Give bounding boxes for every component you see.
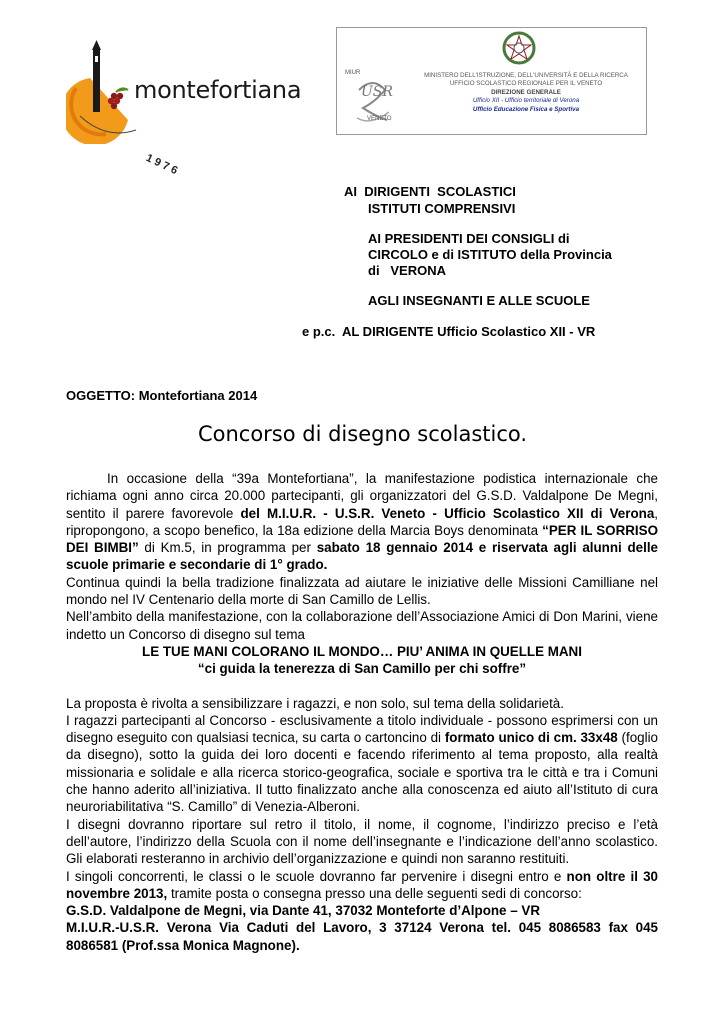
logo-wordmark: montefortiana xyxy=(134,76,302,104)
ministry-line: UFFICIO SCOLASTICO REGIONALE PER IL VENETO xyxy=(449,80,603,88)
text-run: I ragazzi partecipanti al Concorso - esclusivamente a titolo individuale - possono esprimersi con un disegno eseguito con qualsiasi tecnica, su carta o cartoncino di xyxy=(66,712,658,746)
usr-label: USR xyxy=(361,84,393,100)
text-run: di Km.5, in programma per xyxy=(138,540,317,556)
ministry-line: MINISTERO DELL'ISTRUZIONE, DELL'UNIVERSITÀ E DELLA RICERCA xyxy=(424,72,628,79)
miur-label: MIUR xyxy=(345,70,361,76)
ministry-text xyxy=(407,72,645,114)
theme-title: LE TUE MANI COLORANO IL MONDO… PIU’ ANIMA IN QUELLE MANI xyxy=(142,643,582,659)
recipient-line: AGLI INSEGNANTI E ALLE SCUOLE xyxy=(368,293,590,308)
text-run: In occasione della “39a Montefortiana”, la manifestazione podistica internazionale che richiama ogni anno circa 20.000 partecipanti, gli organizzatori del G.S.D. Valdalpone De Megni, sentito il parere favorevole xyxy=(66,471,658,521)
text-run: non oltre il 30 novembre 2013, xyxy=(66,868,658,901)
text-run: (foglio da disegno), sotto la guida dei loro docenti e facendo riferimento al tema proposto, alla realtà missionaria e solidale e alla ricerca storico-geografica, sociale e sportiva tra le città e tra i Comuni che hanno aderito all’iniziativa. Il tutto finalizzato anche alla conoscenza ed aiuto all’Istituto di cura neuroriabilitativa “S. Camillo” di Venezia-Alberoni. xyxy=(66,730,658,815)
paragraph: La proposta è rivolta a sensibilizzare i ragazzi, e non solo, sul tema della solidarietà. xyxy=(66,695,564,711)
paragraph: Nell’ambito della manifestazione, con la collaborazione dell’Associazione Amici di Don Marini, viene indetto un Concorso di disegno sul tema xyxy=(66,609,658,642)
text-run: , ripropongono, a scopo benefico, la 18a edizione della Marcia Boys denominata xyxy=(66,505,658,538)
theme-subtitle: “ci guida la tenerezza di San Camillo per chi soffre” xyxy=(197,661,527,677)
text-run: formato unico di cm. 33x48 xyxy=(444,730,618,746)
paragraph: I disegni dovranno riportare sul retro il titolo, il nome, il cognome, l’indirizzo preciso e l’età dell’autore, l’indirizzo della Scuola con il nome dell’insegnante e l’indicazione dell’anno scolastico. Gli elaborati resteranno in archivio dell’organizzazione e quindi non saranno restituiti. xyxy=(66,816,658,867)
ministry-header xyxy=(336,27,647,135)
text-run: G.S.D. Valdalpone de Megni, via Dante 41, 37032 Monteforte d’Alpone – VR xyxy=(66,903,540,919)
text-run: M.I.U.R.-U.S.R. Verona Via Caduti del Lavoro, 3 37124 Verona tel. 045 8086583 fax 045 8086581 (Prof.ssa Monica Magnone). xyxy=(66,920,658,953)
paragraph: Continua quindi la bella tradizione finalizzata ad aiutare le iniziative delle Missioni Camilliane nel mondo nel IV Centenario della morte di San Camillo de Lellis. xyxy=(66,574,658,608)
text-run: del M.I.U.R. - U.S.R. Veneto - Ufficio Scolastico XII di Verona xyxy=(240,505,655,521)
recipient-line: AI DIRIGENTI SCOLASTICI xyxy=(344,184,516,199)
text-run: sabato 18 gennaio 2014 e riservata agli alunni delle scuole primarie e secondarie di 1° grado. xyxy=(66,540,658,573)
recipient-line: AI PRESIDENTI DEI CONSIGLI di xyxy=(368,231,570,246)
page-title: Concorso di disegno scolastico. xyxy=(197,422,528,446)
address-line xyxy=(66,919,658,954)
paragraph xyxy=(66,868,658,903)
text-run: “PER IL SORRISO DEI BIMBI” xyxy=(66,522,658,556)
recipient-line: ISTITUTI COMPRENSIVI xyxy=(368,201,516,216)
ministry-line: DIREZIONE GENERALE xyxy=(491,88,561,96)
ministry-line: Ufficio Educazione Fisica e Sportiva xyxy=(472,105,580,113)
text-run: tramite posta o consegna presso una delle seguenti sedi di concorso: xyxy=(167,885,582,901)
veneto-label: VENETO xyxy=(367,116,392,122)
republic-emblem-icon xyxy=(500,30,538,66)
recipient-line: di VERONA xyxy=(368,263,447,278)
logo-year: 1976 xyxy=(143,152,183,179)
paragraph xyxy=(66,712,658,816)
recipient-line: CIRCOLO e di ISTITUTO della Provincia xyxy=(368,247,612,262)
paragraph xyxy=(66,470,658,574)
text-run: I singoli concorrenti, le classi o le scuole dovranno far pervenire i disegni entro e xyxy=(66,868,567,884)
recipient-line: e p.c. AL DIRIGENTE Ufficio Scolastico XII - VR xyxy=(302,324,596,339)
subject-line: OGGETTO: Montefortiana 2014 xyxy=(66,388,258,403)
letter-body xyxy=(66,470,658,954)
ministry-line: Ufficio XII - Ufficio territoriale di Verona xyxy=(472,97,580,105)
address-line xyxy=(66,902,658,919)
